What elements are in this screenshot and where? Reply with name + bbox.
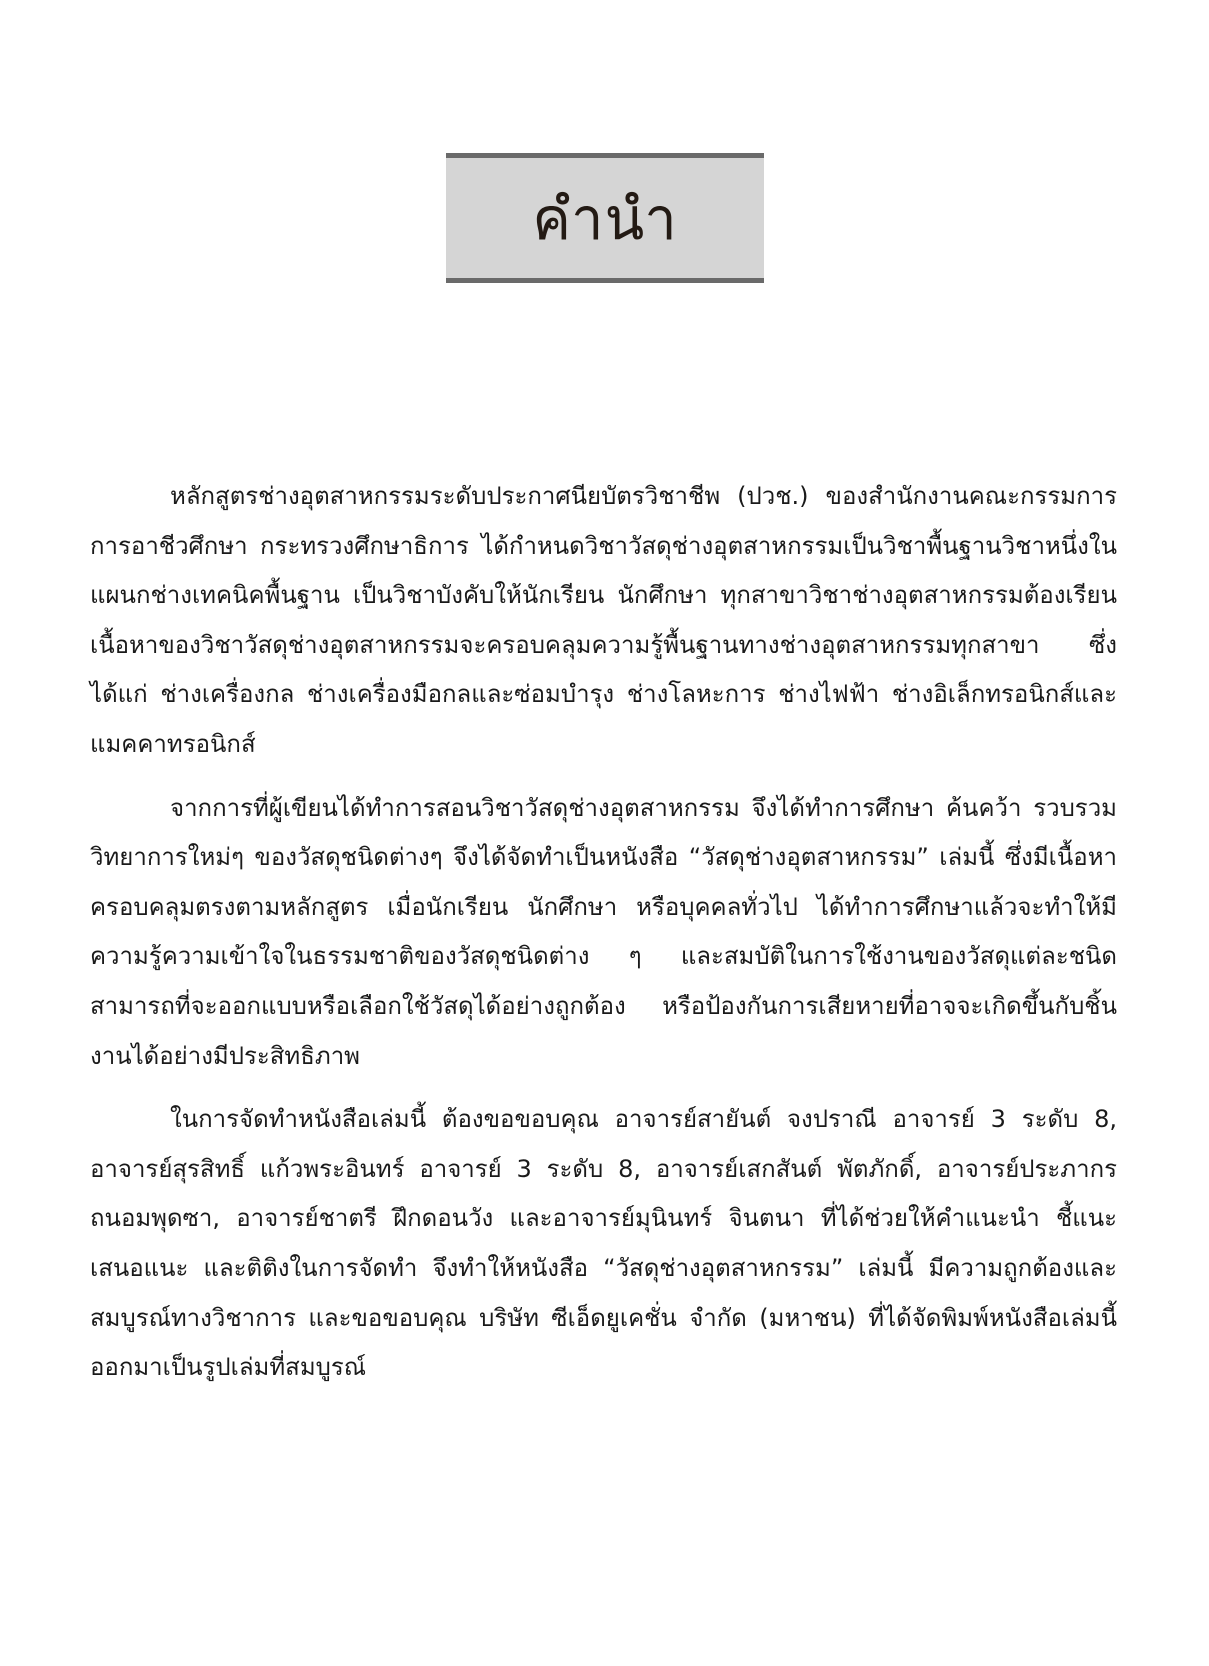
title-box [446,153,764,283]
paragraph-2: จากการที่ผู้เขียนได้ทำการสอนวิชาวัสดุช่างอุตสาหกรรม จึงได้ทำการศึกษา ค้นคว้า รวบรวมวิทยาการใหม่ๆ ของวัสดุชนิดต่างๆ จึงได้จัดทำเป็นหนังสือ “วัสดุช่างอุตสาหกรรม” เล่มนี้ ซึ่งมีเนื้อหาครอบคลุมตรงตามหลักสูตร เมื่อนักเรียน นักศึกษา หรือบุคคลทั่วไป ได้ทำการศึกษาแล้วจะทำให้มีความรู้ความเข้าใจในธรรมชาติของวัสดุชนิดต่าง ๆ และสมบัติในการใช้งานของวัสดุแต่ละชนิด สามารถที่จะออกแบบหรือเลือกใช้วัสดุได้อย่างถูกต้อง หรือป้องกันการเสียหายที่อาจจะเกิดขึ้นกับชิ้นงานได้อย่างมีประสิทธิภาพ [90,793,1117,1070]
preface-body [90,472,1117,1407]
page-title: คำนำ [532,184,678,253]
paragraph-3: ในการจัดทำหนังสือเล่มนี้ ต้องขอขอบคุณ อาจารย์สายันต์ จงปราณี อาจารย์ 3 ระดับ 8, อาจารย์สุรสิทธิ์ แก้วพระอินทร์ อาจารย์ 3 ระดับ 8, อาจารย์เสกสันต์ พัตภักดิ์, อาจารย์ประภากร ถนอมพุดซา, อาจารย์ชาตรี ฝึกดอนวัง และอาจารย์มุนินทร์ จินตนา ที่ได้ช่วยให้คำแนะนำ ชี้แนะ เสนอแนะ และติติงในการจัดทำ จึงทำให้หนังสือ “วัสดุช่างอุตสาหกรรม” เล่มนี้ มีความถูกต้องและสมบูรณ์ทางวิชาการ และขอขอบคุณ บริษัท ซีเอ็ดยูเคชั่น จำกัด (มหาชน) ที่ได้จัดพิมพ์หนังสือเล่มนี้ออกมาเป็นรูปเล่มที่สมบูรณ์ [90,1105,1117,1382]
paragraph-1: หลักสูตรช่างอุตสาหกรรมระดับประกาศนียบัตรวิชาชีพ (ปวช.) ของสำนักงานคณะกรรมการการอาชีวศึกษา กระทรวงศึกษาธิการ ได้กำหนดวิชาวัสดุช่างอุตสาหกรรมเป็นวิชาพื้นฐานวิชาหนึ่งในแผนกช่างเทคนิคพื้นฐาน เป็นวิชาบังคับให้นักเรียน นักศึกษา ทุกสาขาวิชาช่างอุตสาหกรรมต้องเรียน เนื้อหาของวิชาวัสดุช่างอุตสาหกรรมจะครอบคลุมความรู้พื้นฐานทางช่างอุตสาหกรรมทุกสาขา ซึ่งได้แก่ ช่างเครื่องกล ช่างเครื่องมือกลและซ่อมบำรุง ช่างโลหะการ ช่างไฟฟ้า ช่างอิเล็กทรอนิกส์และแมคคาทรอนิกส์ [90,482,1117,758]
